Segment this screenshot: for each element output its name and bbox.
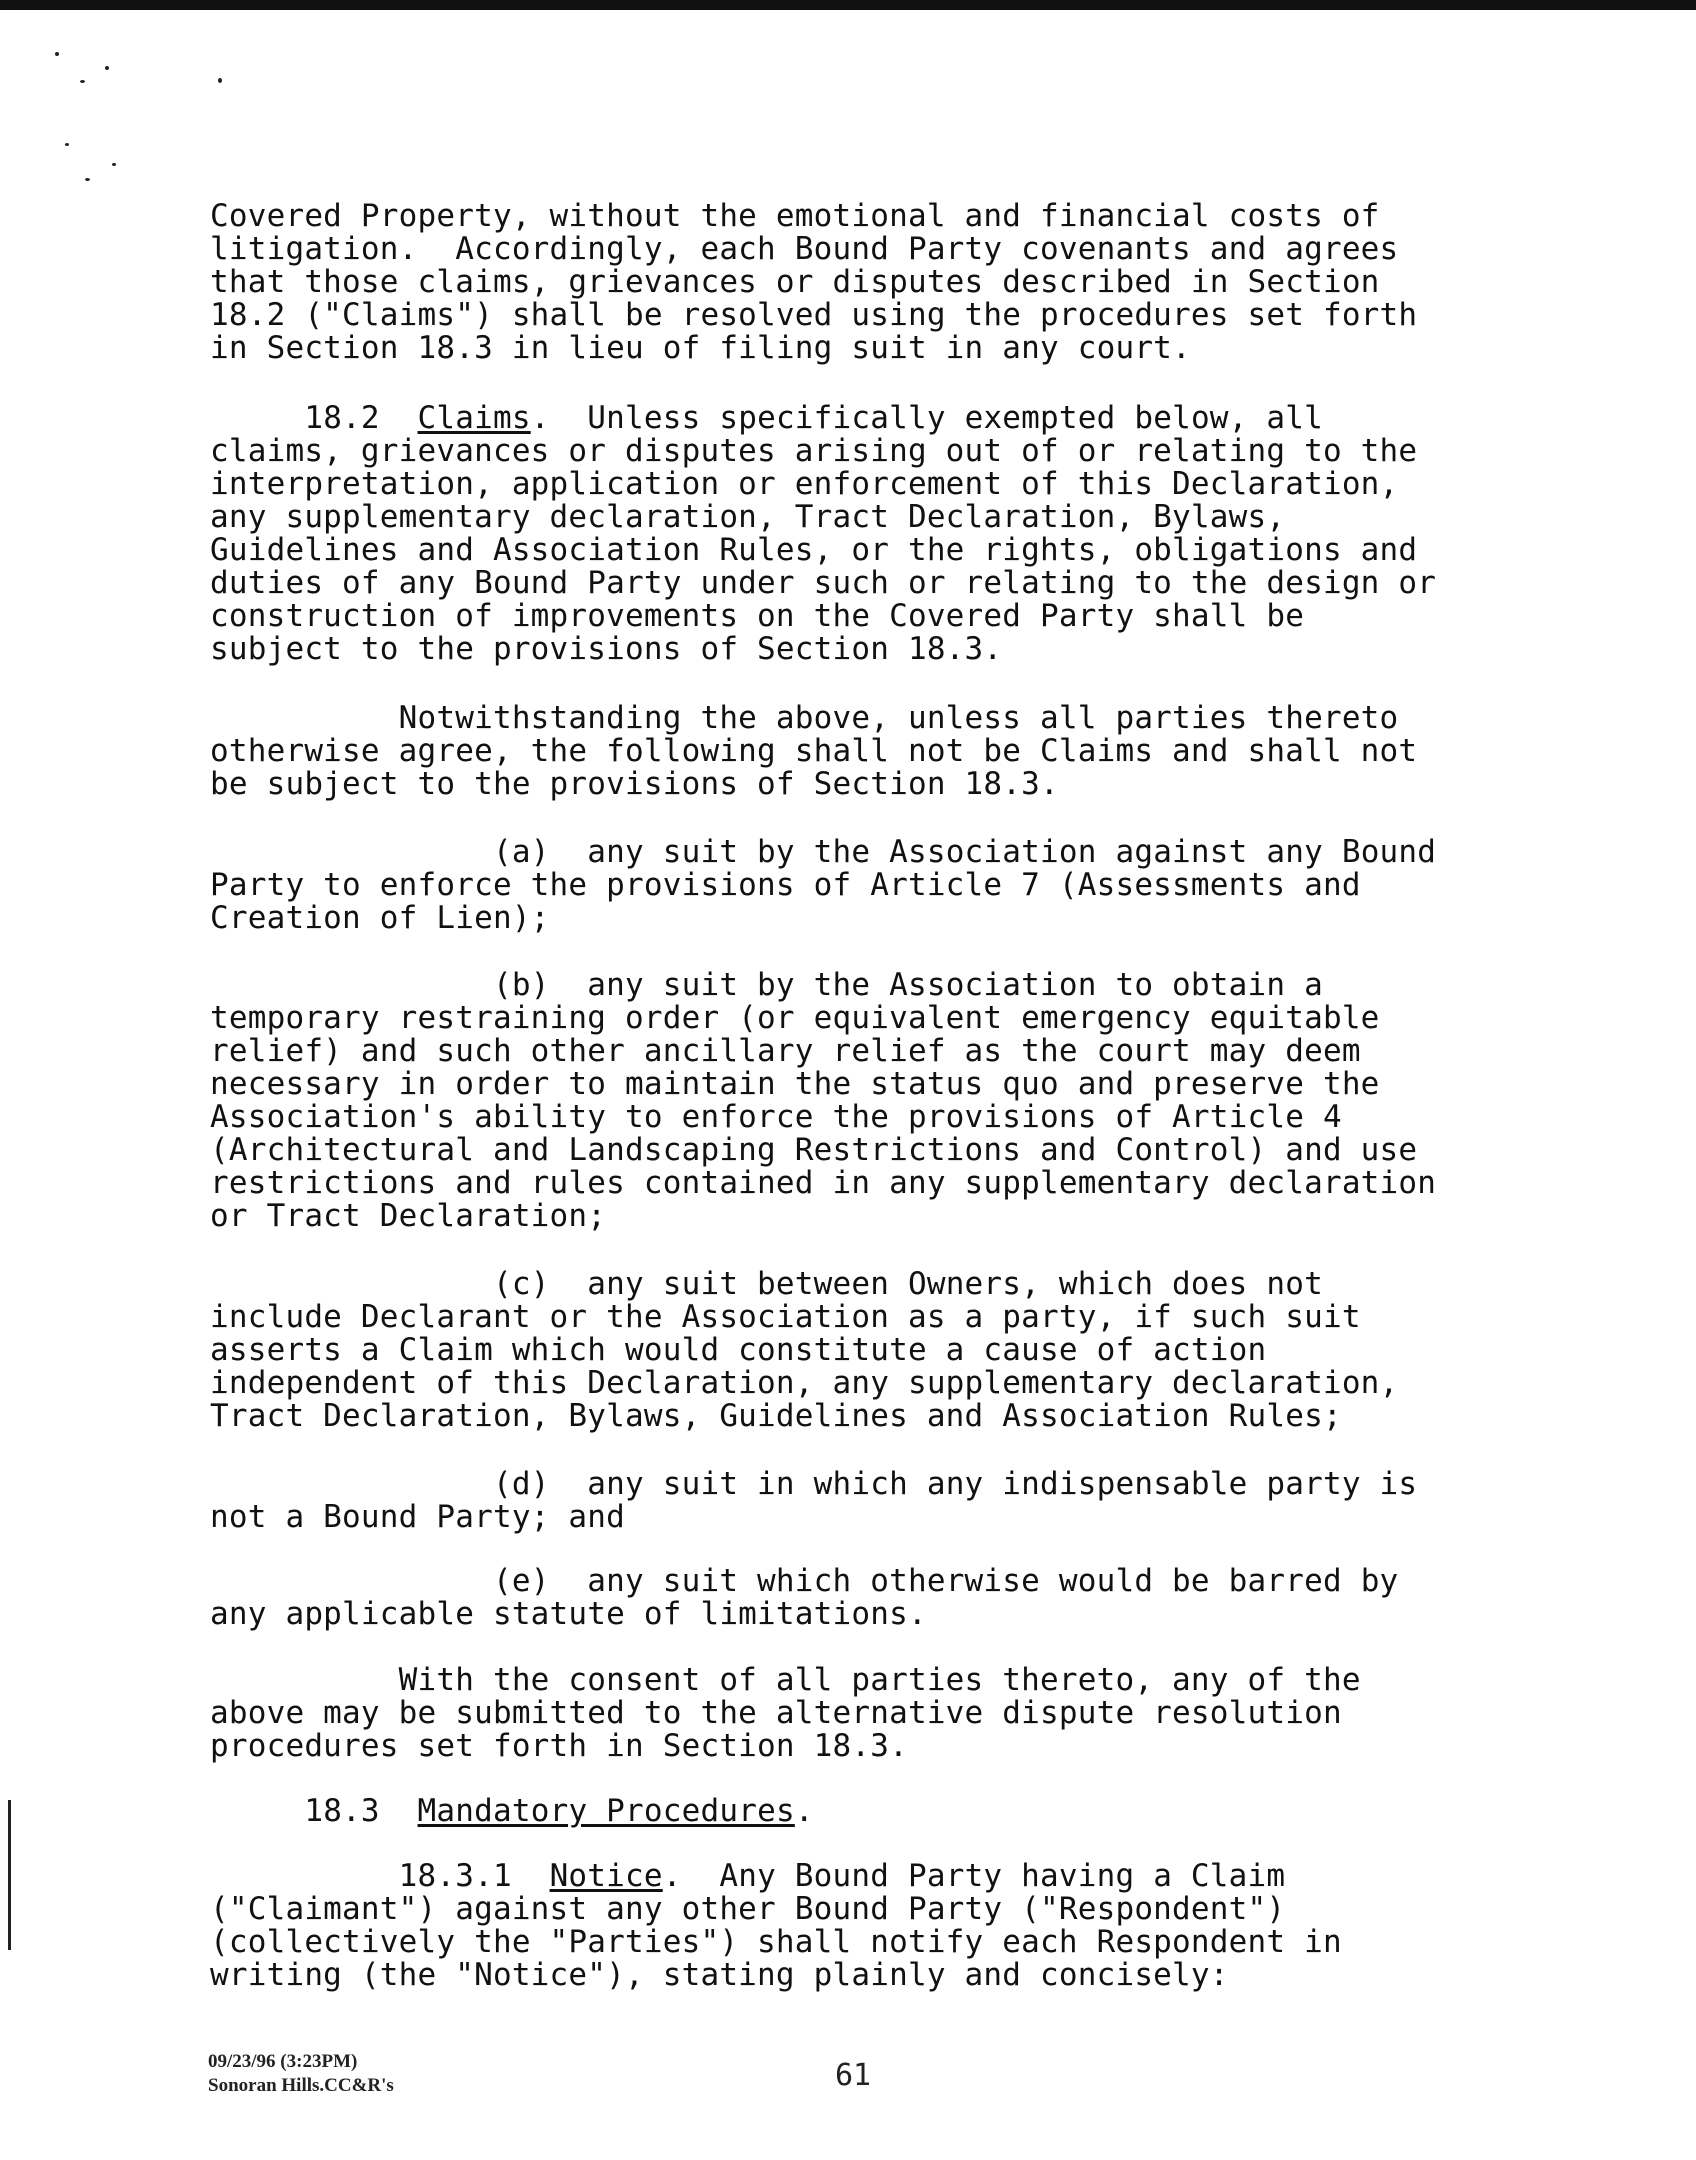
text-run: (a) any suit by the Association against any Bound	[492, 834, 1437, 870]
section-heading: Claims	[417, 400, 531, 436]
text-line: Covered Property, without the emotional and financial costs of	[210, 198, 1380, 234]
text-line: claims, grievances or disputes arising out of or relating to the	[210, 433, 1418, 469]
section-number: 18.3.1	[398, 1858, 512, 1894]
text-line	[210, 1468, 1540, 1501]
section-number: 18.3	[304, 1793, 380, 1829]
section-18-3-heading	[210, 1795, 1540, 1828]
text-line: 18.2 ("Claims") shall be resolved using the procedures set forth	[210, 297, 1418, 333]
text-line: temporary restraining order (or equivalent emergency equitable	[210, 1000, 1380, 1036]
text-line: necessary in order to maintain the status quo and preserve the	[210, 1066, 1380, 1102]
scan-speck	[85, 178, 90, 181]
text-line: any applicable statute of limitations.	[210, 1596, 927, 1632]
scan-speck	[80, 80, 85, 83]
text-run: . Any Bound Party having a Claim	[662, 1858, 1286, 1894]
text-run: (e) any suit which otherwise would be barred by	[492, 1563, 1399, 1599]
section-number: 18.2	[304, 400, 380, 436]
text-run: . Unless specifically exempted below, all	[530, 400, 1323, 436]
text-line: procedures set forth in Section 18.3.	[210, 1728, 908, 1764]
text-line: construction of improvements on the Covered Party shall be	[210, 598, 1305, 634]
text-line: otherwise agree, the following shall not be Claims and shall not	[210, 733, 1418, 769]
text-line: independent of this Declaration, any supplementary declaration,	[210, 1365, 1399, 1401]
text-line	[210, 702, 1540, 735]
text-run: (c) any suit between Owners, which does not	[492, 1266, 1323, 1302]
text-line: subject to the provisions of Section 18.3.	[210, 631, 1003, 667]
text-line	[210, 1664, 1540, 1697]
exemption-item-e	[210, 1565, 1540, 1631]
text-line: not a Bound Party; and	[210, 1499, 625, 1535]
text-line: in Section 18.3 in lieu of filing suit in any court.	[210, 330, 1191, 366]
scan-speck	[112, 163, 116, 166]
text-run: (d) any suit in which any indispensable party is	[492, 1466, 1418, 1502]
text-line: that those claims, grievances or disputes described in Section	[210, 264, 1380, 300]
scan-edge-mark	[8, 1800, 11, 1950]
text-line: litigation. Accordingly, each Bound Party covenants and agrees	[210, 231, 1399, 267]
text-line: Creation of Lien);	[210, 900, 550, 936]
section-heading-line	[210, 1860, 1540, 1893]
section-heading: Mandatory Procedures	[417, 1793, 795, 1829]
text-line: writing (the "Notice"), stating plainly and concisely:	[210, 1957, 1229, 1993]
text-line: Party to enforce the provisions of Article 7 (Assessments and	[210, 867, 1361, 903]
text-line: (Architectural and Landscaping Restrictions and Control) and use	[210, 1132, 1418, 1168]
text-line	[210, 1268, 1540, 1301]
text-line: Association's ability to enforce the provisions of Article 4	[210, 1099, 1342, 1135]
text-line	[210, 1565, 1540, 1598]
consent-paragraph	[210, 1664, 1540, 1763]
intro-paragraph	[210, 200, 1540, 365]
exemption-item-a	[210, 836, 1540, 935]
exemption-item-c	[210, 1268, 1540, 1433]
text-line: asserts a Claim which would constitute a cause of action	[210, 1332, 1267, 1368]
scan-speck	[65, 143, 69, 146]
scan-speck	[105, 66, 109, 70]
text-line: duties of any Bound Party under such or relating to the design or	[210, 565, 1437, 601]
text-run: With the consent of all parties thereto, any of the	[398, 1662, 1361, 1698]
text-line: ("Claimant") against any other Bound Party ("Respondent")	[210, 1891, 1286, 1927]
text-line: (collectively the "Parties") shall notify each Respondent in	[210, 1924, 1342, 1960]
section-heading-line	[210, 1795, 1540, 1828]
text-line: Tract Declaration, Bylaws, Guidelines and Association Rules;	[210, 1398, 1342, 1434]
scan-speck	[55, 52, 59, 56]
text-line: restrictions and rules contained in any supplementary declaration	[210, 1165, 1437, 1201]
section-heading: Notice	[549, 1858, 663, 1894]
text-line: or Tract Declaration;	[210, 1198, 607, 1234]
text-line: any supplementary declaration, Tract Declaration, Bylaws,	[210, 499, 1286, 535]
text-run: .	[794, 1793, 814, 1829]
text-line: interpretation, application or enforcement of this Declaration,	[210, 466, 1399, 502]
section-heading-line	[210, 402, 1540, 435]
footer-file-info	[208, 2050, 394, 2098]
exemption-item-b	[210, 969, 1540, 1233]
text-line	[210, 836, 1540, 869]
page-top-edge	[0, 0, 1696, 10]
exemption-item-d	[210, 1468, 1540, 1534]
section-18-3-1-paragraph	[210, 1860, 1540, 1992]
text-line: Guidelines and Association Rules, or the rights, obligations and	[210, 532, 1418, 568]
text-line	[210, 969, 1540, 1002]
footer-filename: Sonoran Hills.CC&R's	[208, 2075, 394, 2096]
text-line: relief) and such other ancillary relief as the court may deem	[210, 1033, 1361, 1069]
text-run: (b) any suit by the Association to obtain a	[492, 967, 1323, 1003]
text-line: be subject to the provisions of Section 18.3.	[210, 766, 1059, 802]
footer-date: 09/23/96 (3:23PM)	[208, 2051, 358, 2072]
text-line: include Declarant or the Association as a party, if such suit	[210, 1299, 1361, 1335]
text-line: above may be submitted to the alternative dispute resolution	[210, 1695, 1342, 1731]
text-run: Notwithstanding the above, unless all parties thereto	[398, 700, 1399, 736]
notwithstanding-paragraph	[210, 702, 1540, 801]
page-number: 61	[835, 2058, 872, 2093]
section-18-2-paragraph	[210, 402, 1540, 666]
scan-speck	[218, 78, 222, 83]
